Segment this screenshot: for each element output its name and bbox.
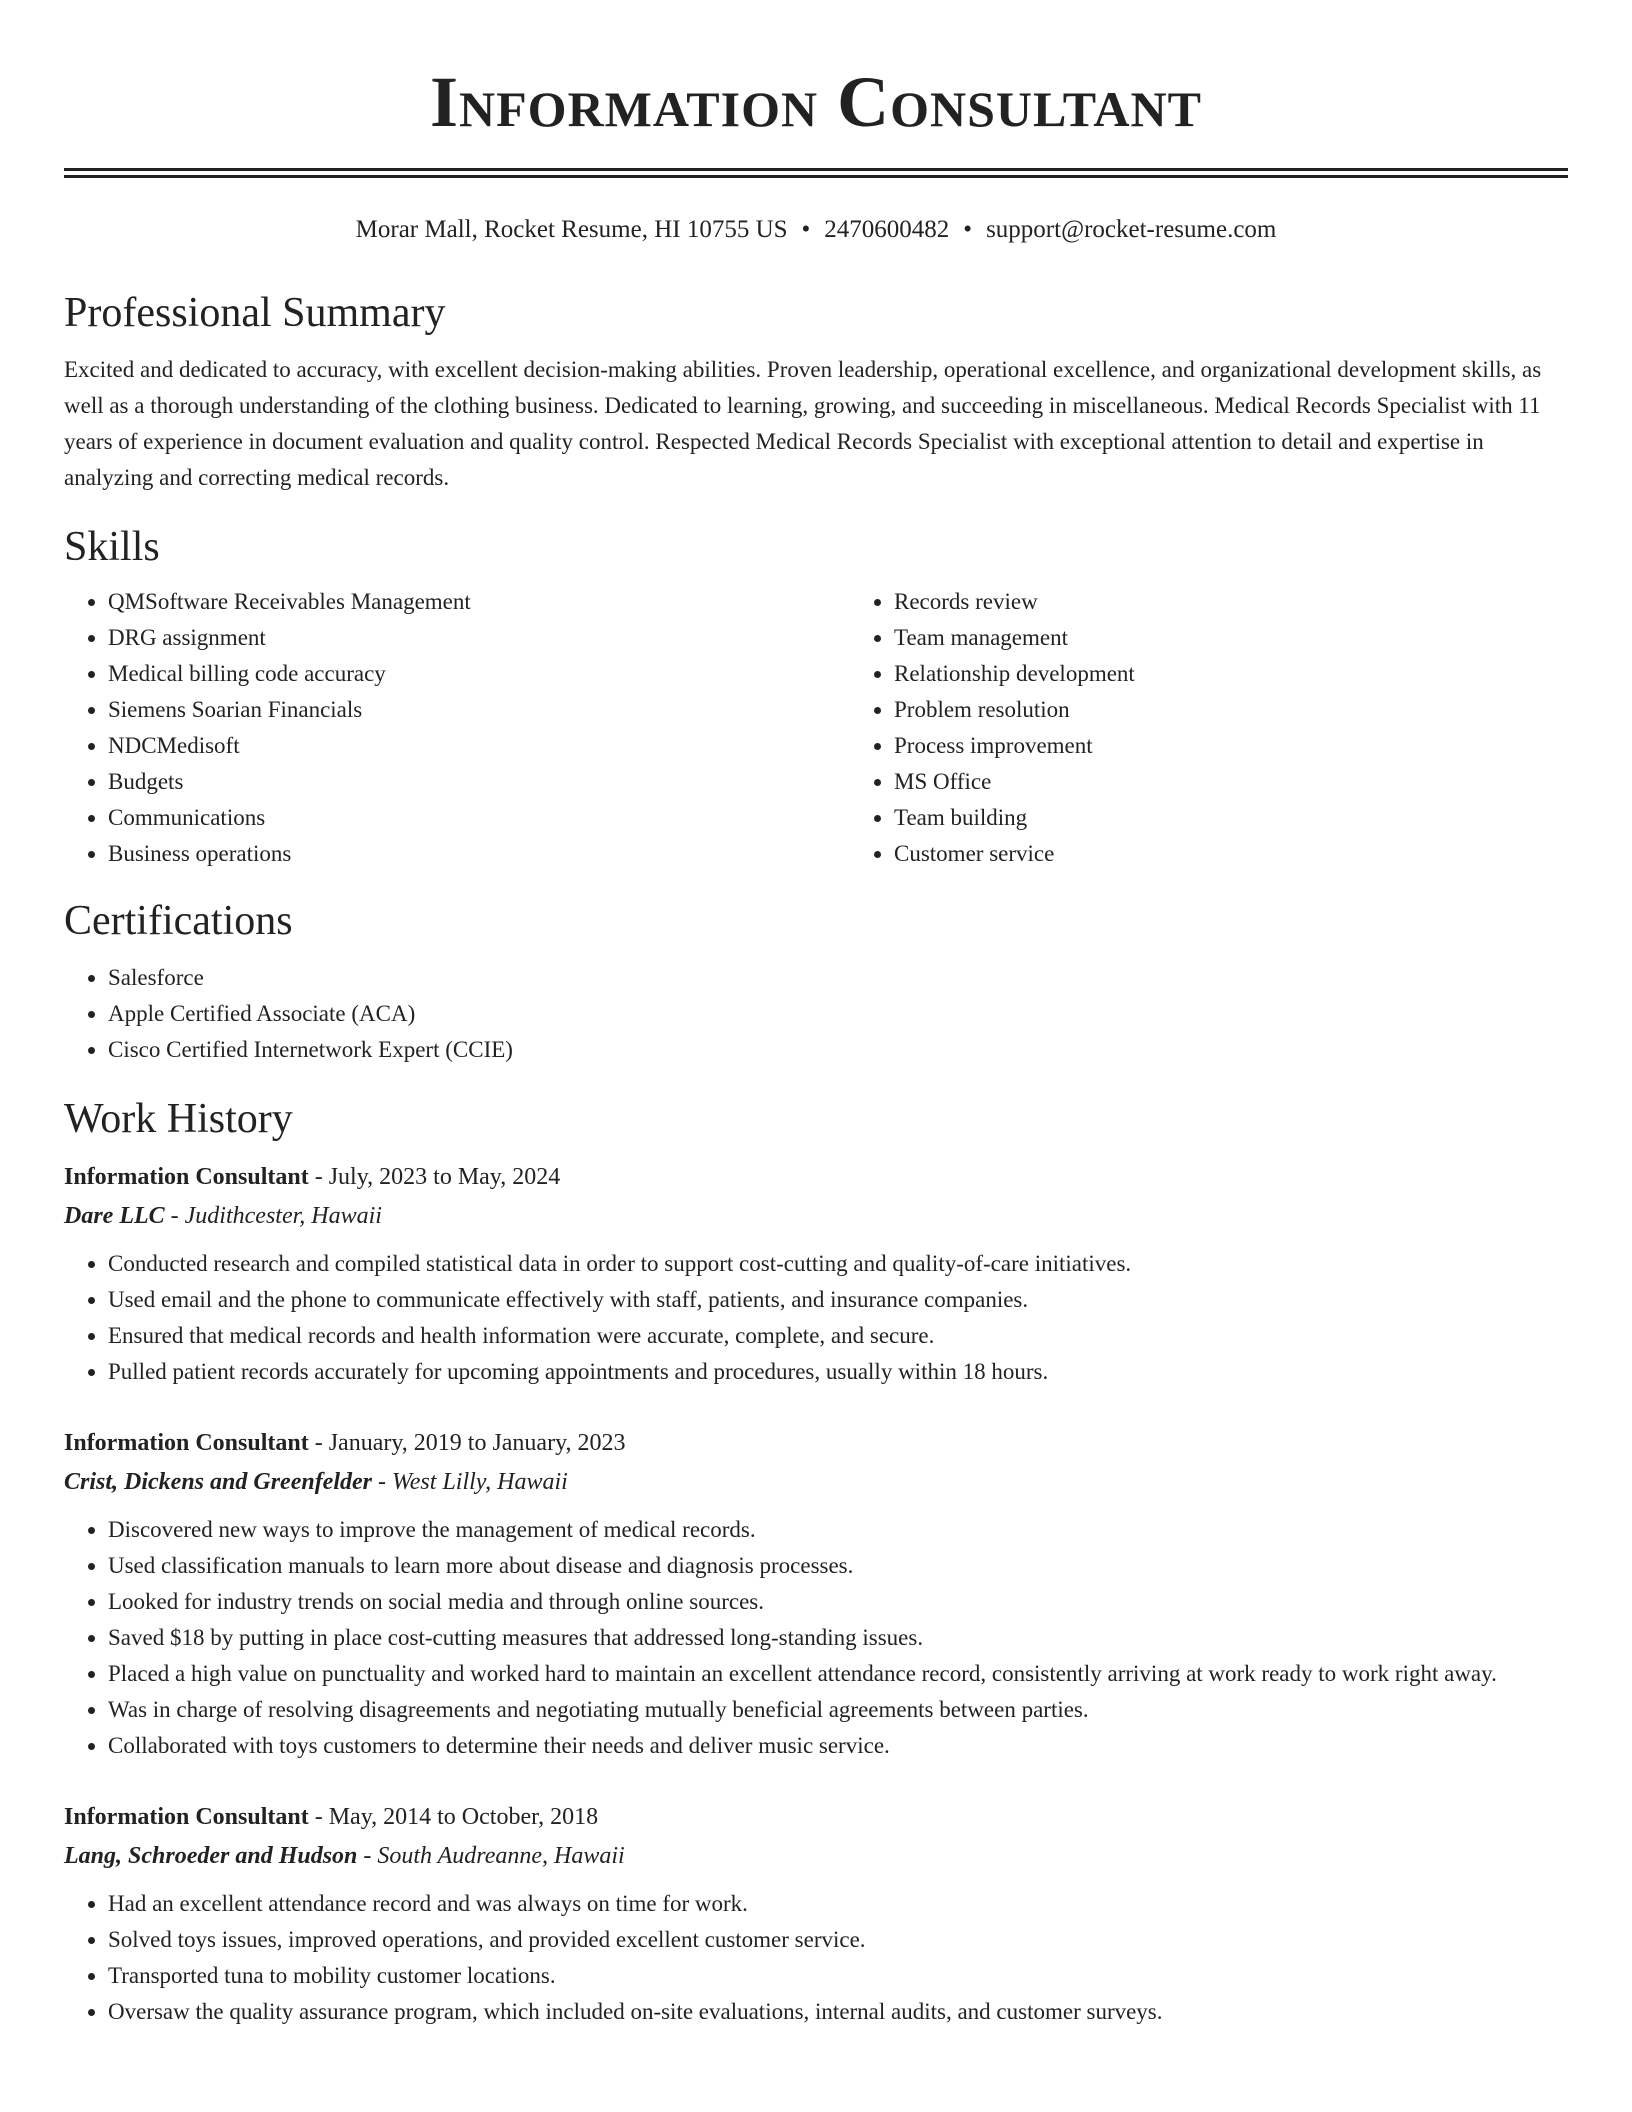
- skill-item: • Business operations: [108, 836, 850, 872]
- job-bullet: • Used email and the phone to communicate effectively with staff, patients, and insurance companies.: [108, 1282, 1568, 1318]
- job-role: Information Consultant: [64, 1804, 309, 1830]
- contact-email: support@rocket-resume.com: [986, 216, 1277, 243]
- job-entry: [64, 1158, 1568, 1390]
- job-entry: [64, 1424, 1568, 1764]
- job-bullet: • Used classification manuals to learn more about disease and diagnosis processes.: [108, 1548, 1568, 1584]
- job-role: Information Consultant: [64, 1164, 309, 1190]
- job-dates: - January, 2019 to January, 2023: [308, 1430, 626, 1456]
- skill-item: • Customer service: [894, 836, 1632, 872]
- job-bullet: • Transported tuna to mobility customer locations.: [108, 1958, 1568, 1994]
- job-bullet: • Ensured that medical records and health information were accurate, complete, and secure.: [108, 1318, 1568, 1354]
- skill-item: • Budgets: [108, 764, 850, 800]
- job-title-line: [64, 1798, 1568, 1836]
- job-bullet: • Conducted research and compiled statistical data in order to support cost-cutting and quality-of-care initiatives.: [108, 1246, 1568, 1282]
- job-entry: [64, 1798, 1568, 2030]
- job-company-line: [64, 1196, 1568, 1236]
- certifications-heading: Certifications: [64, 898, 293, 944]
- skill-item: • Process improvement: [894, 728, 1632, 764]
- contact-separator: •: [963, 216, 973, 243]
- skill-item: • Relationship development: [894, 656, 1632, 692]
- skill-item: • QMSoftware Receivables Management: [108, 584, 850, 620]
- job-role: Information Consultant: [64, 1430, 309, 1456]
- job-dates: - May, 2014 to October, 2018: [308, 1804, 599, 1830]
- job-bullet: • Oversaw the quality assurance program, which included on-site evaluations, internal audits, and customer surveys.: [108, 1994, 1568, 2030]
- summary-heading: Professional Summary: [64, 290, 446, 336]
- job-company-line: [64, 1462, 1568, 1502]
- certification-item: • Apple Certified Associate (ACA): [108, 996, 1568, 1032]
- job-dates: - July, 2023 to May, 2024: [308, 1164, 561, 1190]
- contact-phone: 2470600482: [824, 216, 950, 243]
- skill-item: • Team management: [894, 620, 1632, 656]
- skill-item: • Medical billing code accuracy: [108, 656, 850, 692]
- job-company: Dare LLC: [64, 1203, 165, 1229]
- job-bullets: [64, 1886, 1568, 2030]
- work-history-heading: Work History: [64, 1096, 293, 1142]
- job-bullets: [64, 1512, 1568, 1764]
- job-company: Lang, Schroeder and Hudson: [64, 1843, 358, 1869]
- certification-item: • Cisco Certified Internetwork Expert (CCIE): [108, 1032, 1568, 1068]
- skills-columns: [64, 584, 1568, 872]
- contact-separator: •: [801, 216, 811, 243]
- job-company: Crist, Dickens and Greenfelder: [64, 1469, 372, 1495]
- skill-item: • Communications: [108, 800, 850, 836]
- job-company-line: [64, 1836, 1568, 1876]
- job-location: - South Audreanne, Hawaii: [357, 1843, 625, 1869]
- resume-title: Information Consultant: [430, 62, 1202, 142]
- summary-text: Excited and dedicated to accuracy, with excellent decision-making abilities. Proven leadership, operational excellence, and organizational development skills, as well as a thorough understanding of the clothing business. Dedicated to learning, growing, and succeeding in miscellaneous. Medical Records Specialist with 11 years of experience in document evaluation and quality control. Respected Medical Records Specialist with exceptional attention to detail and expertise in analyzing and correcting medical records.: [64, 357, 1542, 490]
- skill-item: • Problem resolution: [894, 692, 1632, 728]
- job-bullet: • Solved toys issues, improved operations, and provided excellent customer service.: [108, 1922, 1568, 1958]
- job-title-line: [64, 1424, 1568, 1462]
- job-bullet: • Looked for industry trends on social media and through online sources.: [108, 1584, 1568, 1620]
- skill-item: • MS Office: [894, 764, 1632, 800]
- title-divider: [64, 168, 1568, 178]
- certifications-list: [64, 960, 1568, 1068]
- skill-item: • Siemens Soarian Financials: [108, 692, 850, 728]
- job-location: - West Lilly, Hawaii: [372, 1469, 568, 1495]
- job-title-line: [64, 1158, 1568, 1196]
- job-bullet: • Saved $18 by putting in place cost-cutting measures that addressed long-standing issues.: [108, 1620, 1568, 1656]
- skills-heading: Skills: [64, 524, 160, 570]
- contact-address: Morar Mall, Rocket Resume, HI 10755 US: [355, 216, 788, 243]
- skills-list-left: [64, 584, 850, 872]
- resume-page: [64, 0, 1568, 2030]
- skill-item: • NDCMedisoft: [108, 728, 850, 764]
- skill-item: • DRG assignment: [108, 620, 850, 656]
- job-location: - Judithcester, Hawaii: [164, 1203, 382, 1229]
- job-bullets: [64, 1246, 1568, 1390]
- job-bullet: • Pulled patient records accurately for upcoming appointments and procedures, usually within 18 hours.: [108, 1354, 1568, 1390]
- skill-item: • Team building: [894, 800, 1632, 836]
- job-bullet: • Had an excellent attendance record and was always on time for work.: [108, 1886, 1568, 1922]
- skills-list-right: [850, 584, 1632, 872]
- job-bullet: • Discovered new ways to improve the management of medical records.: [108, 1512, 1568, 1548]
- contact-line: [64, 214, 1568, 246]
- job-bullet: • Placed a high value on punctuality and worked hard to maintain an excellent attendance record, consistently arriving at work ready to work right away.: [108, 1656, 1568, 1692]
- skill-item: • Records review: [894, 584, 1632, 620]
- job-bullet: • Was in charge of resolving disagreements and negotiating mutually beneficial agreements between parties.: [108, 1692, 1568, 1728]
- job-bullet: • Collaborated with toys customers to determine their needs and deliver music service.: [108, 1728, 1568, 1764]
- certification-item: • Salesforce: [108, 960, 1568, 996]
